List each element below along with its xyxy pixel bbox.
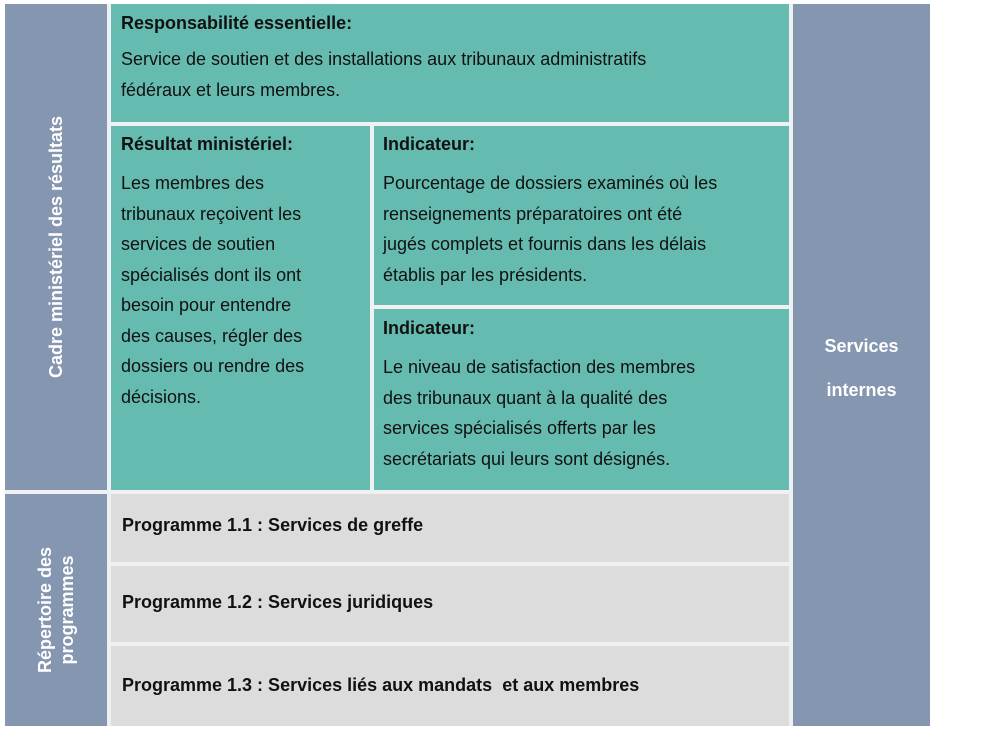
- departmental-result-line: décisions.: [121, 386, 202, 407]
- program-row-2: [111, 566, 789, 642]
- core-responsibility-line: fédéraux et leurs membres.: [121, 79, 341, 100]
- departmental-result-line: services de soutien: [121, 234, 276, 254]
- internal-services-box: [793, 4, 930, 726]
- departmental-result-line: tribunaux reçoivent les: [121, 203, 302, 224]
- internal-services-line2: internes: [826, 380, 897, 400]
- indicator-line: renseignements préparatoires ont été: [383, 203, 683, 224]
- indicator-line: Le niveau de satisfaction des membres: [383, 357, 696, 377]
- program-inventory-line1: Répertoire des: [35, 546, 55, 674]
- program-inventory-line2: programmes: [57, 555, 77, 665]
- internal-services-line1: Services: [824, 336, 899, 356]
- departmental-results-framework-label: [5, 4, 107, 490]
- core-responsibility-heading: Responsabilité essentielle:: [121, 13, 353, 33]
- core-responsibility-description: [121, 44, 789, 105]
- departmental-result-description: [121, 168, 370, 412]
- program-inventory-label: [5, 494, 107, 726]
- indicator-line: secrétariats qui leurs sont désignés.: [383, 448, 671, 469]
- indicator-description: [383, 168, 789, 290]
- indicator-heading: Indicateur:: [383, 318, 476, 338]
- departmental-result-line: dossiers ou rendre des: [121, 356, 305, 376]
- departmental-result-box: [111, 126, 370, 490]
- indicator-line: établis par les présidents.: [383, 264, 588, 285]
- indicator-line: des tribunaux quant à la qualité des: [383, 387, 668, 408]
- internal-services-label: [793, 324, 930, 412]
- program-row-3: [111, 646, 789, 726]
- indicator-description: [383, 352, 789, 474]
- program-row-1: [111, 494, 789, 562]
- program-label: Programme 1.3 : Services liés aux mandats et aux membres: [122, 675, 640, 695]
- core-responsibility-box: [111, 4, 789, 122]
- core-responsibility-line: Service de soutien et des installations aux tribunaux administratifs: [121, 49, 647, 69]
- departmental-result-line: des causes, régler des: [121, 325, 303, 346]
- departmental-result-line: Les membres des: [121, 173, 265, 193]
- departmental-result-heading: Résultat ministériel:: [121, 134, 294, 154]
- indicator-line: jugés complets et fournis dans les délais: [383, 234, 707, 254]
- indicator-box-1: [374, 126, 789, 305]
- indicator-box-2: [374, 309, 789, 490]
- indicator-heading: Indicateur:: [383, 134, 476, 154]
- program-label: Programme 1.2 : Services juridiques: [122, 592, 434, 612]
- program-label: Programme 1.1 : Services de greffe: [122, 515, 424, 535]
- program-inventory-text: [34, 547, 78, 673]
- indicator-line: services spécialisés offerts par les: [383, 418, 656, 438]
- departmental-results-framework-text: Cadre ministériel des résultats: [46, 115, 66, 379]
- departmental-result-line: besoin pour entendre: [121, 295, 292, 315]
- departmental-result-line: spécialisés dont ils ont: [121, 264, 302, 285]
- indicator-line: Pourcentage de dossiers examinés où les: [383, 173, 718, 193]
